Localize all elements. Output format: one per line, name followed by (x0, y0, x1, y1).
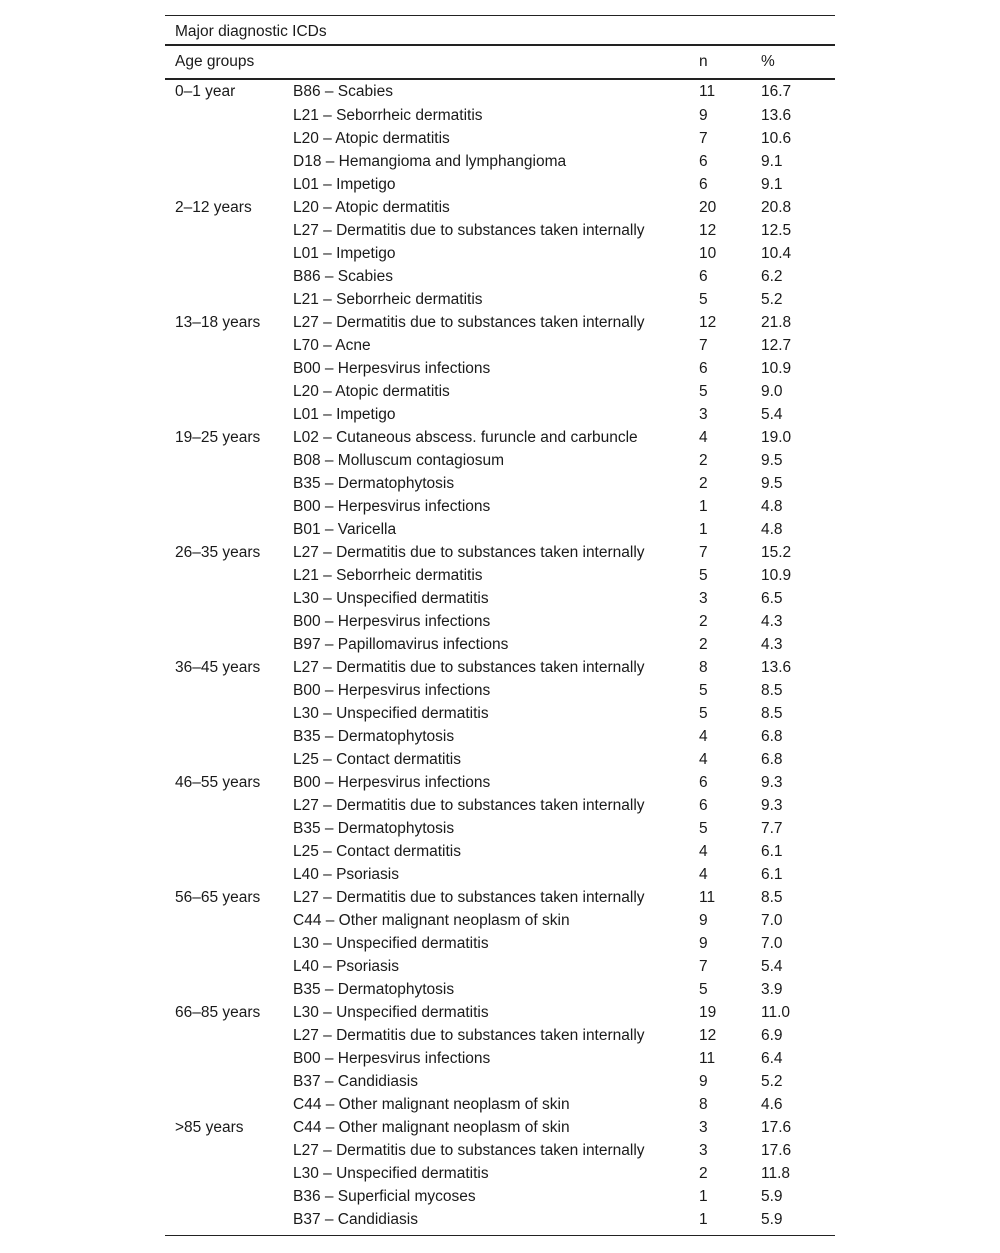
icd-diagnosis: D18 – Hemangioma and lymphangioma (293, 152, 567, 170)
table-row (165, 1162, 835, 1185)
count-n: 4 (699, 727, 708, 745)
header-percent: % (761, 46, 835, 79)
percent-value: 11.0 (761, 1003, 791, 1021)
count-n: 10 (699, 244, 717, 262)
count-n: 2 (699, 612, 708, 630)
count-n: 6 (699, 175, 708, 193)
icd-diagnosis: B35 – Dermatophytosis (293, 474, 455, 492)
table-row (165, 771, 835, 794)
percent-value: 7.0 (761, 911, 783, 929)
age-group-empty (165, 955, 293, 978)
table-row (165, 633, 835, 656)
icd-diagnosis: L70 – Acne (293, 336, 371, 354)
percent-value: 4.3 (761, 612, 783, 630)
percent-value: 6.8 (761, 727, 783, 745)
age-group-empty (165, 403, 293, 426)
percent-value: 15.2 (761, 543, 792, 561)
count-n: 5 (699, 382, 708, 400)
age-group-empty (165, 679, 293, 702)
percent-value: 9.0 (761, 382, 783, 400)
count-n: 19 (699, 1003, 717, 1021)
age-group-empty (165, 909, 293, 932)
count-n: 7 (699, 336, 708, 354)
icd-diagnosis: L30 – Unspecified dermatitis (293, 589, 489, 607)
count-n: 20 (699, 198, 717, 216)
icd-diagnosis: B97 – Papillomavirus infections (293, 635, 509, 653)
table-row (165, 679, 835, 702)
percent-value: 13.6 (761, 106, 792, 124)
age-group-empty (165, 725, 293, 748)
icd-diagnosis: B00 – Herpesvirus infections (293, 612, 491, 630)
age-group-label: 56–65 years (175, 888, 261, 906)
table-row (165, 104, 835, 127)
icd-diagnosis: B37 – Candidiasis (293, 1210, 418, 1228)
table-row (165, 564, 835, 587)
percent-value: 6.8 (761, 750, 783, 768)
table-row (165, 380, 835, 403)
icd-diagnosis: L30 – Unspecified dermatitis (293, 1003, 489, 1021)
table-row (165, 265, 835, 288)
percent-value: 8.5 (761, 888, 783, 906)
age-group-empty (165, 587, 293, 610)
icd-table (165, 15, 835, 1236)
icd-diagnosis: B35 – Dermatophytosis (293, 727, 455, 745)
age-group-label: 0–1 year (175, 83, 236, 100)
table-row (165, 1185, 835, 1208)
table-row (165, 1208, 835, 1231)
percent-value: 6.2 (761, 267, 783, 285)
count-n: 3 (699, 1118, 708, 1136)
table-row (165, 288, 835, 311)
table-body (165, 79, 835, 1231)
table-row (165, 173, 835, 196)
icd-diagnosis: L27 – Dermatitis due to substances taken internally (293, 658, 645, 676)
table-row (165, 794, 835, 817)
age-group-empty (165, 817, 293, 840)
icd-diagnosis: L01 – Impetigo (293, 244, 396, 262)
table-row (165, 1093, 835, 1116)
percent-value: 10.9 (761, 566, 792, 584)
count-n: 12 (699, 313, 717, 331)
percent-value: 7.7 (761, 819, 783, 837)
age-group-empty (165, 127, 293, 150)
icd-diagnosis: B00 – Herpesvirus infections (293, 1049, 491, 1067)
table-row (165, 79, 835, 104)
table-row (165, 196, 835, 219)
table-row (165, 127, 835, 150)
icd-diagnosis: L21 – Seborrheic dermatitis (293, 106, 483, 124)
count-n: 3 (699, 405, 708, 423)
percent-value: 6.9 (761, 1026, 783, 1044)
count-n: 7 (699, 129, 708, 147)
count-n: 6 (699, 267, 708, 285)
icd-diagnosis: L21 – Seborrheic dermatitis (293, 290, 483, 308)
age-group-empty (165, 978, 293, 1001)
icd-diagnosis: B00 – Herpesvirus infections (293, 497, 491, 515)
percent-value: 12.7 (761, 336, 792, 354)
icd-diagnosis: L27 – Dermatitis due to substances taken internally (293, 1141, 645, 1159)
count-n: 12 (699, 1026, 717, 1044)
header-age-groups: Age groups (165, 46, 699, 79)
age-group-empty (165, 265, 293, 288)
age-group-empty (165, 1185, 293, 1208)
table-row (165, 495, 835, 518)
table-row (165, 242, 835, 265)
table-row (165, 932, 835, 955)
age-group-empty (165, 564, 293, 587)
count-n: 5 (699, 980, 708, 998)
icd-diagnosis: C44 – Other malignant neoplasm of skin (293, 1095, 570, 1113)
table-row (165, 334, 835, 357)
age-group-label: 13–18 years (175, 313, 261, 331)
percent-value: 19.0 (761, 428, 792, 446)
percent-value: 9.3 (761, 796, 783, 814)
table-row (165, 748, 835, 771)
percent-value: 9.1 (761, 152, 783, 170)
table-row (165, 978, 835, 1001)
count-n: 9 (699, 106, 708, 124)
age-group-empty (165, 150, 293, 173)
count-n: 5 (699, 819, 708, 837)
count-n: 5 (699, 290, 708, 308)
icd-diagnosis: B36 – Superficial mycoses (293, 1187, 476, 1205)
table-row (165, 1001, 835, 1024)
count-n: 11 (699, 888, 716, 906)
count-n: 2 (699, 1164, 708, 1182)
table-row (165, 702, 835, 725)
age-group-empty (165, 748, 293, 771)
percent-value: 5.9 (761, 1187, 783, 1205)
count-n: 1 (699, 520, 708, 538)
age-group-label: 46–55 years (175, 773, 261, 791)
percent-value: 21.8 (761, 313, 792, 331)
percent-value: 10.6 (761, 129, 792, 147)
icd-diagnosis: C44 – Other malignant neoplasm of skin (293, 1118, 570, 1136)
percent-value: 12.5 (761, 221, 792, 239)
count-n: 3 (699, 1141, 708, 1159)
age-group-empty (165, 633, 293, 656)
table-row (165, 610, 835, 633)
icd-diagnosis: L21 – Seborrheic dermatitis (293, 566, 483, 584)
percent-value: 9.5 (761, 474, 783, 492)
table-row (165, 1116, 835, 1139)
table-row (165, 219, 835, 242)
icd-diagnosis: L02 – Cutaneous abscess. furuncle and carbuncle (293, 428, 638, 446)
age-group-empty (165, 932, 293, 955)
age-group-empty (165, 1208, 293, 1231)
table-row (165, 1070, 835, 1093)
percent-value: 8.5 (761, 704, 783, 722)
table-row (165, 909, 835, 932)
age-group-empty (165, 1024, 293, 1047)
icd-diagnosis: L20 – Atopic dermatitis (293, 382, 450, 400)
percent-value: 5.4 (761, 957, 783, 975)
icd-diagnosis: L20 – Atopic dermatitis (293, 129, 450, 147)
table-caption: Major diagnostic ICDs (165, 15, 835, 46)
count-n: 7 (699, 543, 708, 561)
percent-value: 8.5 (761, 681, 783, 699)
count-n: 4 (699, 842, 708, 860)
icd-diagnosis: L30 – Unspecified dermatitis (293, 934, 489, 952)
count-n: 5 (699, 704, 708, 722)
count-n: 1 (699, 497, 708, 515)
count-n: 2 (699, 451, 708, 469)
table-row (165, 817, 835, 840)
count-n: 6 (699, 152, 708, 170)
icd-diagnosis: L27 – Dermatitis due to substances taken internally (293, 796, 645, 814)
percent-value: 5.2 (761, 290, 783, 308)
percent-value: 6.1 (761, 842, 783, 860)
table-row (165, 886, 835, 909)
percent-value: 6.5 (761, 589, 783, 607)
count-n: 4 (699, 428, 708, 446)
age-group-empty (165, 472, 293, 495)
age-group-label: 19–25 years (175, 428, 261, 446)
icd-diagnosis: L30 – Unspecified dermatitis (293, 704, 489, 722)
age-group-label: 66–85 years (175, 1003, 261, 1021)
count-n: 4 (699, 750, 708, 768)
icd-diagnosis: B00 – Herpesvirus infections (293, 359, 491, 377)
percent-value: 13.6 (761, 658, 792, 676)
percent-value: 5.2 (761, 1072, 783, 1090)
percent-value: 9.1 (761, 175, 783, 193)
count-n: 1 (699, 1210, 708, 1228)
percent-value: 6.4 (761, 1049, 783, 1067)
table-row (165, 518, 835, 541)
table-row (165, 541, 835, 564)
percent-value: 10.4 (761, 244, 792, 262)
age-group-empty (165, 1139, 293, 1162)
percent-value: 6.1 (761, 865, 783, 883)
age-group-empty (165, 702, 293, 725)
icd-diagnosis: B08 – Molluscum contagiosum (293, 451, 505, 469)
icd-diagnosis: L01 – Impetigo (293, 405, 396, 423)
icd-diagnosis: L20 – Atopic dermatitis (293, 198, 450, 216)
header-row (165, 46, 835, 79)
table-row (165, 472, 835, 495)
percent-value: 4.8 (761, 520, 783, 538)
icd-diagnosis: C44 – Other malignant neoplasm of skin (293, 911, 570, 929)
icd-diagnosis: B86 – Scabies (293, 83, 393, 100)
count-n: 1 (699, 1187, 708, 1205)
count-n: 9 (699, 1072, 708, 1090)
icd-diagnosis: L27 – Dermatitis due to substances taken internally (293, 543, 645, 561)
count-n: 11 (699, 83, 716, 100)
icd-diagnosis: B35 – Dermatophytosis (293, 980, 455, 998)
percent-value: 4.3 (761, 635, 783, 653)
age-group-empty (165, 1093, 293, 1116)
count-n: 8 (699, 658, 708, 676)
age-group-empty (165, 1162, 293, 1185)
count-n: 11 (699, 1049, 716, 1067)
table-row (165, 311, 835, 334)
table-row (165, 725, 835, 748)
age-group-empty (165, 610, 293, 633)
icd-diagnosis: B01 – Varicella (293, 520, 397, 538)
table-row (165, 449, 835, 472)
icd-diagnosis: B35 – Dermatophytosis (293, 819, 455, 837)
table-row (165, 357, 835, 380)
data-table (165, 46, 835, 1231)
table-row (165, 1139, 835, 1162)
count-n: 12 (699, 221, 717, 239)
icd-diagnosis: B00 – Herpesvirus infections (293, 773, 491, 791)
percent-value: 17.6 (761, 1118, 792, 1136)
icd-diagnosis: L25 – Contact dermatitis (293, 842, 462, 860)
bottom-rule (165, 1235, 835, 1236)
count-n: 4 (699, 865, 708, 883)
percent-value: 20.8 (761, 198, 792, 216)
age-group-label: >85 years (175, 1118, 244, 1136)
percent-value: 4.6 (761, 1095, 783, 1113)
age-group-empty (165, 449, 293, 472)
age-group-empty (165, 357, 293, 380)
header-n: n (699, 46, 761, 79)
count-n: 9 (699, 934, 708, 952)
count-n: 2 (699, 635, 708, 653)
percent-value: 11.8 (761, 1164, 791, 1182)
count-n: 6 (699, 773, 708, 791)
count-n: 8 (699, 1095, 708, 1113)
table-row (165, 426, 835, 449)
age-group-empty (165, 1047, 293, 1070)
count-n: 5 (699, 566, 708, 584)
count-n: 6 (699, 796, 708, 814)
count-n: 2 (699, 474, 708, 492)
age-group-empty (165, 518, 293, 541)
count-n: 7 (699, 957, 708, 975)
table-row (165, 863, 835, 886)
count-n: 6 (699, 359, 708, 377)
age-group-empty (165, 1070, 293, 1093)
icd-diagnosis: B37 – Candidiasis (293, 1072, 418, 1090)
count-n: 5 (699, 681, 708, 699)
icd-diagnosis: L30 – Unspecified dermatitis (293, 1164, 489, 1182)
table-row (165, 840, 835, 863)
age-group-label: 2–12 years (175, 198, 252, 216)
percent-value: 17.6 (761, 1141, 792, 1159)
age-group-empty (165, 334, 293, 357)
count-n: 9 (699, 911, 708, 929)
percent-value: 16.7 (761, 83, 792, 100)
percent-value: 9.3 (761, 773, 783, 791)
icd-diagnosis: B00 – Herpesvirus infections (293, 681, 491, 699)
percent-value: 3.9 (761, 980, 783, 998)
age-group-empty (165, 242, 293, 265)
age-group-empty (165, 219, 293, 242)
age-group-empty (165, 288, 293, 311)
age-group-empty (165, 863, 293, 886)
count-n: 3 (699, 589, 708, 607)
table-row (165, 150, 835, 173)
table-row (165, 955, 835, 978)
percent-value: 5.9 (761, 1210, 783, 1228)
percent-value: 4.8 (761, 497, 783, 515)
age-group-empty (165, 495, 293, 518)
table-row (165, 403, 835, 426)
icd-diagnosis: L01 – Impetigo (293, 175, 396, 193)
age-group-empty (165, 380, 293, 403)
age-group-empty (165, 173, 293, 196)
age-group-empty (165, 794, 293, 817)
table-row (165, 1024, 835, 1047)
age-group-label: 36–45 years (175, 658, 261, 676)
icd-diagnosis: B86 – Scabies (293, 267, 393, 285)
age-group-empty (165, 840, 293, 863)
percent-value: 9.5 (761, 451, 783, 469)
icd-diagnosis: L27 – Dermatitis due to substances taken internally (293, 888, 645, 906)
percent-value: 5.4 (761, 405, 783, 423)
icd-diagnosis: L25 – Contact dermatitis (293, 750, 462, 768)
age-group-label: 26–35 years (175, 543, 261, 561)
age-group-empty (165, 104, 293, 127)
table-row (165, 587, 835, 610)
icd-diagnosis: L27 – Dermatitis due to substances taken internally (293, 1026, 645, 1044)
percent-value: 7.0 (761, 934, 783, 952)
icd-diagnosis: L27 – Dermatitis due to substances taken internally (293, 313, 645, 331)
table-row (165, 1047, 835, 1070)
table-row (165, 656, 835, 679)
icd-diagnosis: L40 – Psoriasis (293, 957, 399, 975)
icd-diagnosis: L40 – Psoriasis (293, 865, 399, 883)
percent-value: 10.9 (761, 359, 792, 377)
icd-diagnosis: L27 – Dermatitis due to substances taken internally (293, 221, 645, 239)
